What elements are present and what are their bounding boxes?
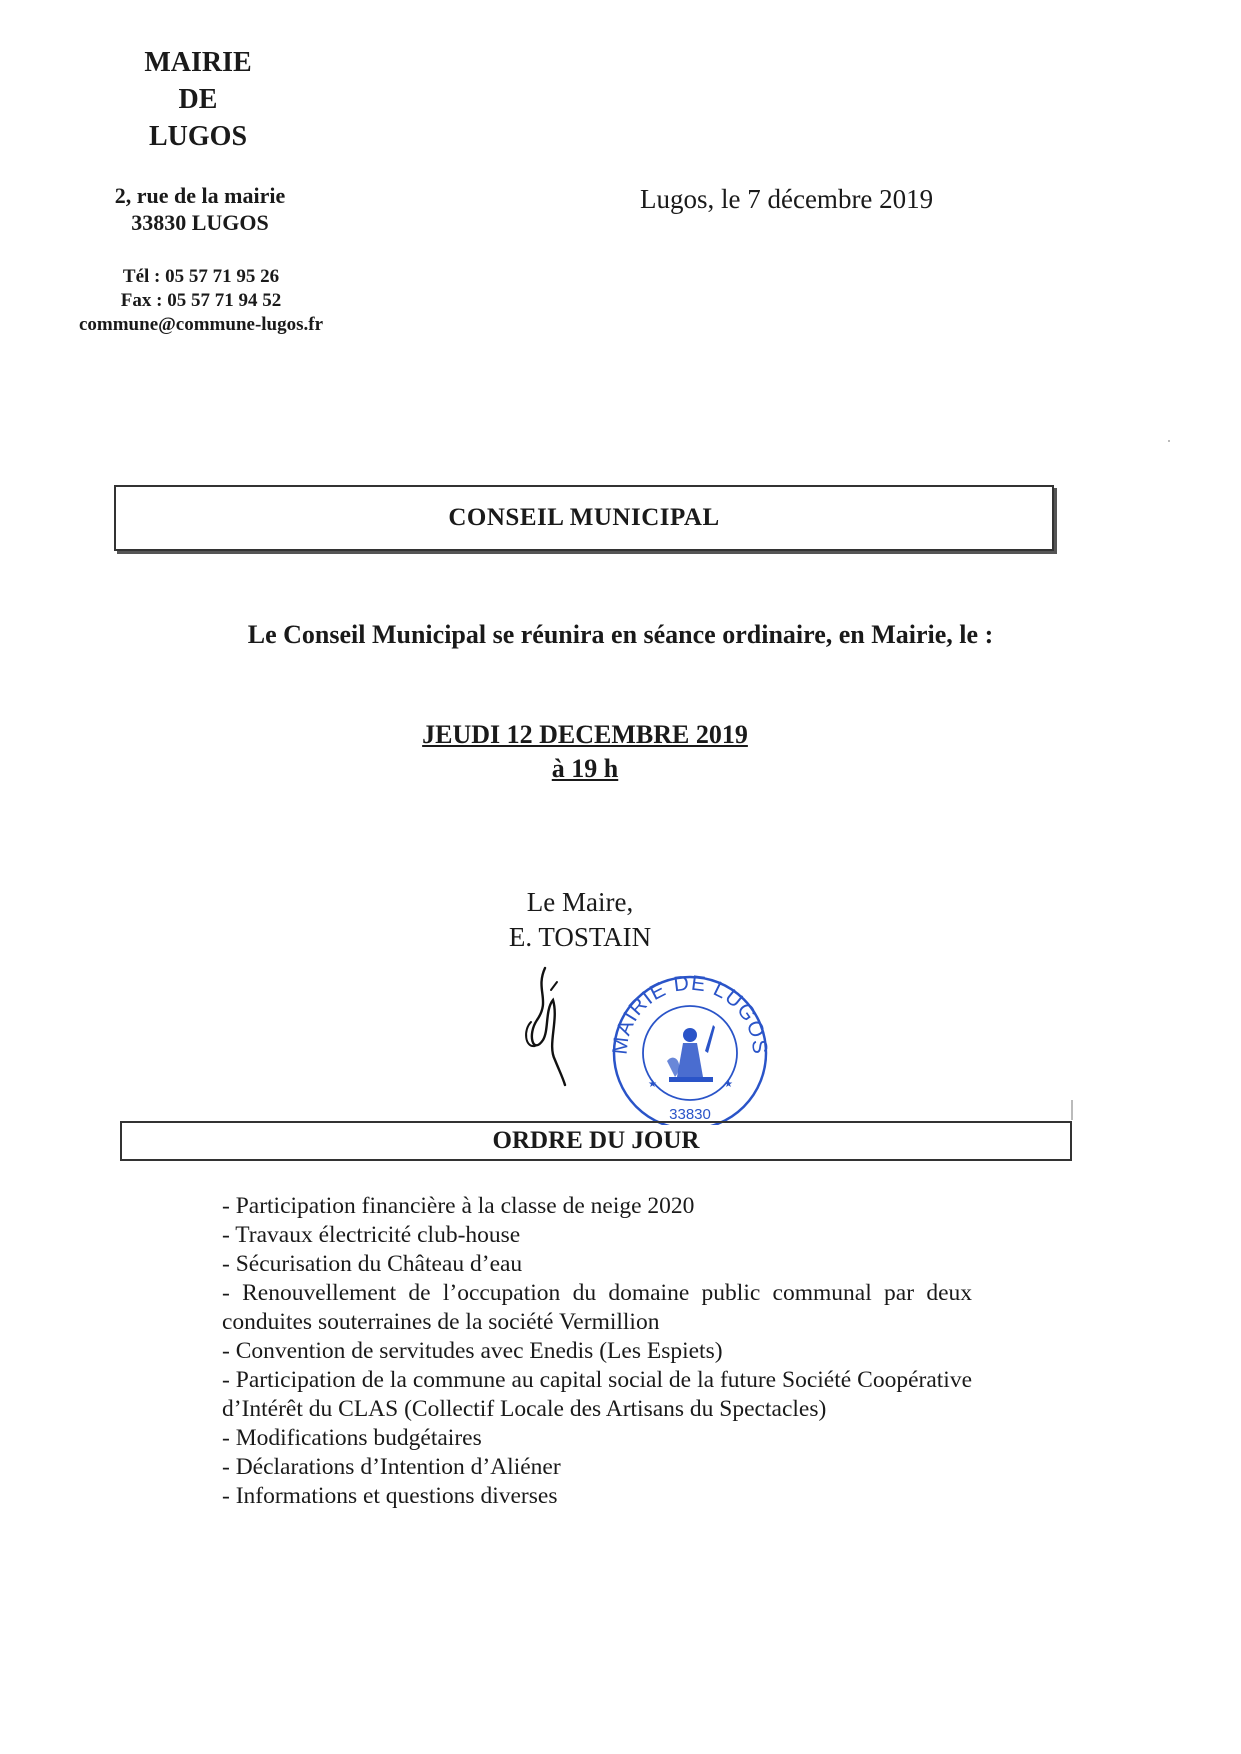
agenda-item: - Modifications budgétaires [222,1425,482,1451]
mairie-title [118,44,278,155]
phone-number: Tél : 05 57 71 95 26 [122,266,280,287]
mairie-title-line: MAIRIE [144,47,252,78]
contact-block [56,265,346,337]
fax-number: Fax : 05 57 71 94 52 [120,290,282,311]
letter-date: Lugos, le 7 décembre 2019 [640,184,934,214]
agenda-list [222,1192,972,1511]
stamp-star-icon: ★ [648,1079,657,1090]
stamp-code: 33830 [669,1106,711,1123]
stamp-emblem [667,1025,715,1082]
agenda-item: - Participation de la commune au capital social de la future Société Coopérative d’Intérêt du CLAS (Collectif Locale des Artisans du Spectacles) [222,1367,972,1422]
address-city: 33830 LUGOS [131,210,269,235]
scan-speck [1071,1100,1073,1120]
scan-speck [1168,440,1170,442]
email-address: commune@commune-lugos.fr [78,314,324,335]
header-box-title: CONSEIL MUNICIPAL [448,504,720,531]
header-box [114,485,1054,551]
signer-role: Le Maire, [526,887,634,917]
meeting-time: à 19 h [551,754,619,783]
stamp-star-icon: ★ [724,1079,733,1090]
agenda-item: - Participation financière à la classe de neige 2020 [222,1193,695,1219]
stamp-text: MAIRIE DE LUGOS [608,971,772,1056]
agenda-item: - Renouvellement de l’occupation du domaine public communal par deux conduites souterraines de la société Vermillion [222,1280,972,1335]
mairie-title-line: DE [178,84,218,115]
handwritten-signature [515,960,575,1090]
meeting-date: JEUDI 12 DECEMBRE 2019 [422,720,748,749]
agenda-item: - Sécurisation du Château d’eau [222,1251,523,1277]
agenda-item: - Déclarations d’Intention d’Aliéner [222,1454,561,1480]
agenda-title: ORDRE DU JOUR [492,1127,700,1154]
signer-block [430,885,730,955]
address-street: 2, rue de la mairie [114,183,286,208]
postal-address [80,182,320,236]
agenda-item: - Travaux électricité club-house [222,1222,521,1248]
mairie-title-line: LUGOS [148,121,248,152]
signer-name: E. TOSTAIN [508,922,652,952]
meeting-datetime [0,718,1170,786]
mairie-stamp [605,965,775,1125]
agenda-item: - Informations et questions diverses [222,1483,558,1509]
agenda-title-box [120,1121,1072,1161]
meeting-intro: Le Conseil Municipal se réunira en séance ordinaire, en Mairie, le : [247,620,994,649]
agenda-item: - Convention de servitudes avec Enedis (Les Espiets) [222,1338,723,1364]
